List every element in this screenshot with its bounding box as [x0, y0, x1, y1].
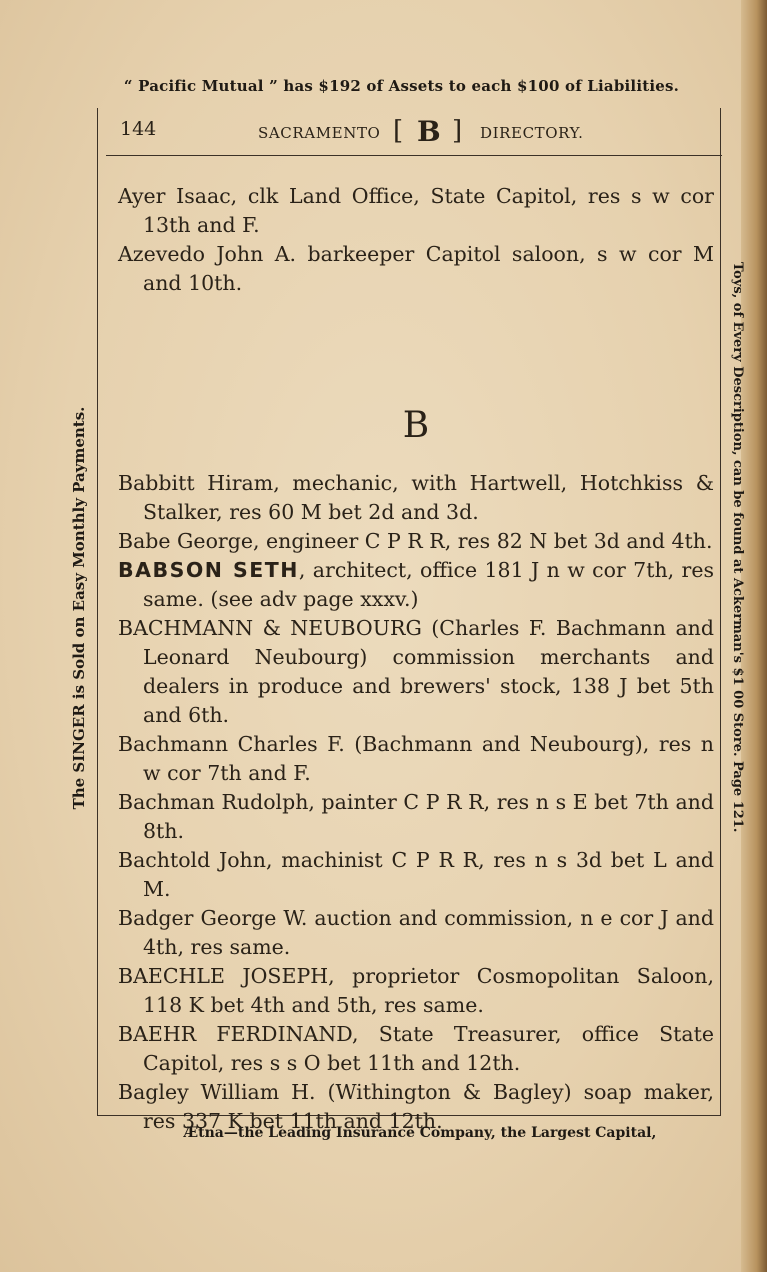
directory-entry: Bachmann Charles F. (Bachmann and Neubourg), res n w cor 7th and F.	[118, 732, 714, 785]
directory-entry: Badger George W. auction and commission, n e cor J and 4th, res same.	[118, 906, 714, 959]
directory-entry: Bachman Rudolph, painter C P R R, res n s E bet 7th and 8th.	[118, 790, 714, 843]
header-letter: B	[417, 115, 441, 148]
directory-entry-featured	[118, 556, 714, 614]
featured-name: BABSON SETH	[118, 558, 299, 582]
top-advertisement: “ Pacific Mutual ” has $192 of Assets to each $100 of Liabilities.	[123, 77, 680, 95]
header-city: SACRAMENTO	[258, 124, 381, 142]
left-advertisement: The SINGER is Sold on Easy Monthly Payments.	[70, 406, 88, 810]
bottom-advertisement: Ætna—the Leading Insurance Company, the Largest Capital,	[183, 1125, 657, 1141]
section-letter: B	[402, 405, 430, 446]
directory-entry: Babbitt Hiram, mechanic, with Hartwell, Hotchkiss & Stalker, res 60 M bet 2d and 3d.	[118, 471, 714, 524]
directory-entry: Azevedo John A. barkeeper Capitol saloon, s w cor M and 10th.	[118, 242, 714, 295]
directory-entry: BAECHLE JOSEPH, proprietor Cosmopolitan Saloon, 118 K bet 4th and 5th, res same.	[118, 964, 714, 1017]
header-directory: DIRECTORY.	[480, 124, 584, 142]
right-advertisement: Toys, of Every Description, can be found at Ackerman's $1 00 Store. Page 121.	[730, 262, 745, 833]
directory-entry: Bachtold John, machinist C P R R, res n s 3d bet L and M.	[118, 848, 714, 901]
header-rule	[106, 155, 722, 156]
directory-entry: BACHMANN & NEUBOURG (Charles F. Bachmann and Leonard Neubourg) commission merchants and dealers in produce and brewers' stock, 138 J bet 5th and 6th.	[118, 616, 714, 727]
directory-entry: Babe George, engineer C P R R, res 82 N bet 3d and 4th.	[118, 529, 713, 553]
directory-entry: BAEHR FERDINAND, State Treasurer, office State Capitol, res s s O bet 11th and 12th.	[118, 1022, 714, 1075]
running-header	[106, 112, 716, 152]
directory-entry: Bagley William H. (Withington & Bagley) soap maker, res 337 K bet 11th and 12th.	[118, 1080, 714, 1133]
header-bracket-open: [	[393, 116, 404, 146]
header-bracket-close: ]	[452, 116, 463, 146]
page-number: 144	[120, 118, 157, 140]
directory-entry: Ayer Isaac, clk Land Office, State Capitol, res s w cor 13th and F.	[118, 184, 714, 237]
directory-entries	[118, 182, 714, 1136]
entry-text: , architect, office 181 J n w cor 7th, res same. (see adv page xxxv.)	[143, 558, 715, 611]
